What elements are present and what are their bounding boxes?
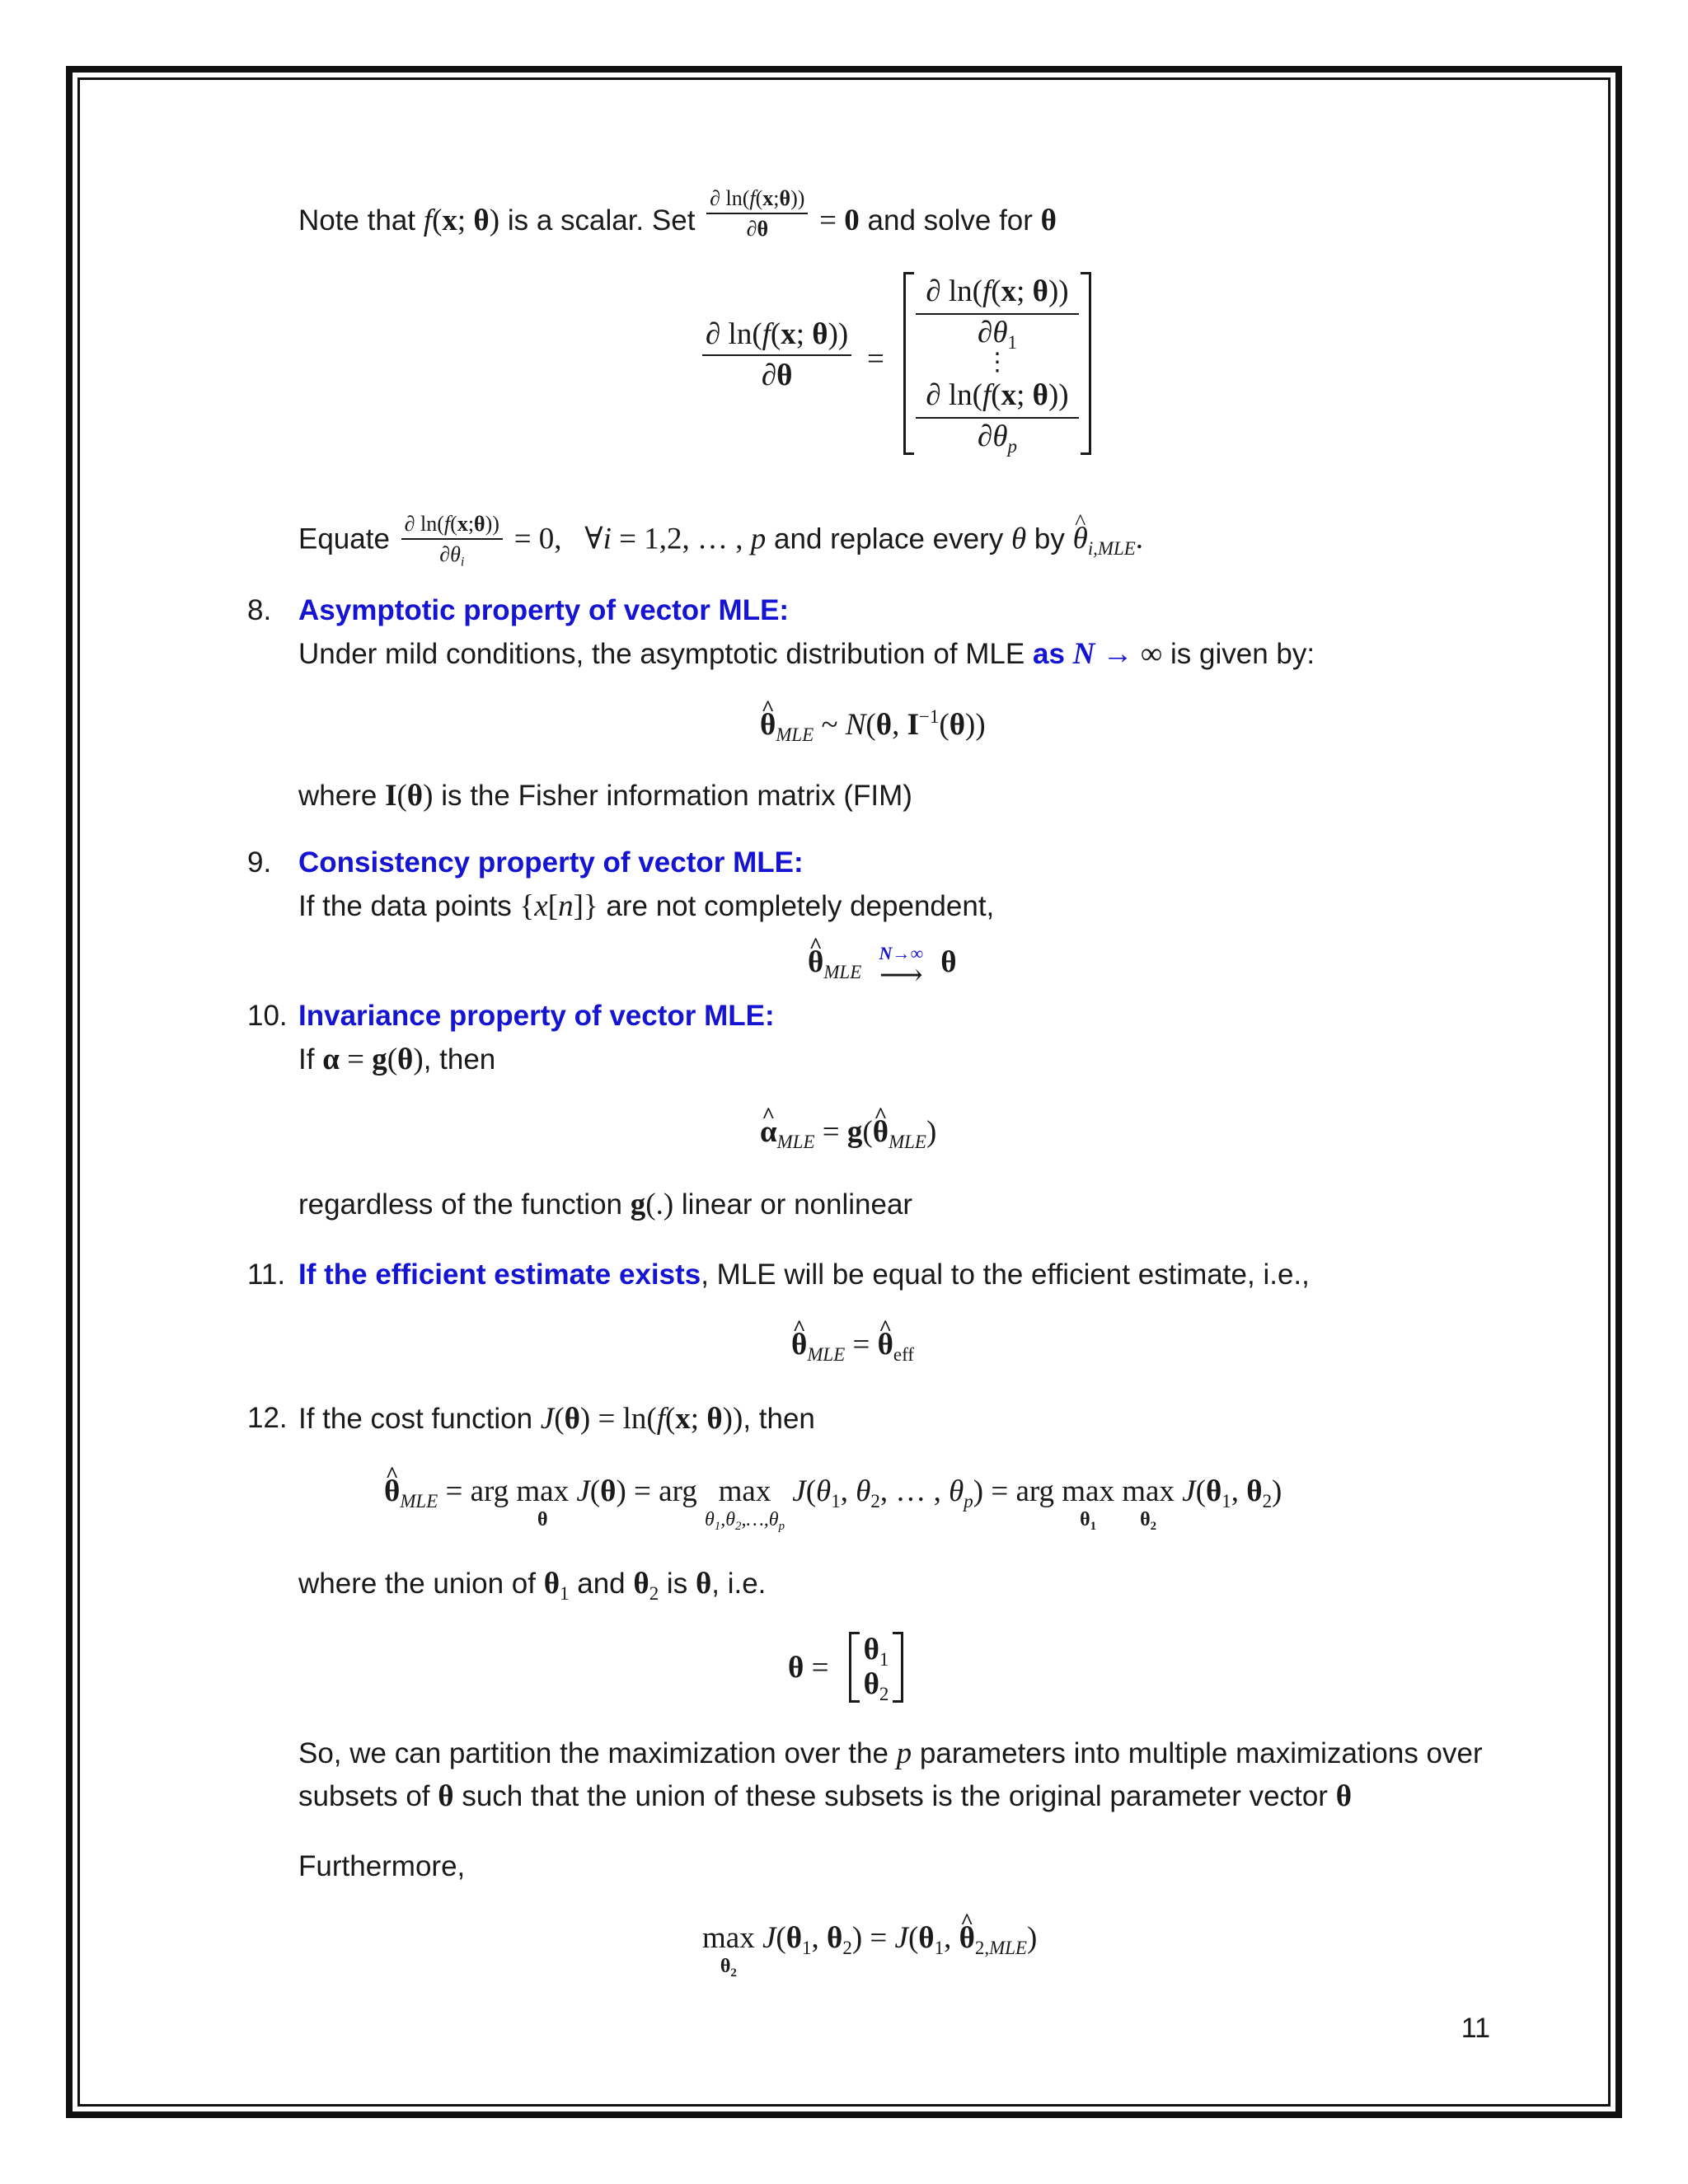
gradient-vector: ∂ ln(f(x; θ)) $\partial\theta_1$ ⋮ ∂ ln(f(x; θ)) $\partial\theta_p$ [903,272,1091,455]
item-number: 9. [247,846,272,879]
item-where: where the union of $\theta_1$ and $\theta_2$ is θ, i.e. [298,1567,767,1605]
item-body: If α = g(θ), then [298,1043,496,1076]
item-body: If the data points {x[n]} are not completely dependent, [298,889,995,923]
equation-max-partial: max $\theta_2$ $J(\theta_1$, $\theta_2) = J(\theta_1$, ^ $\theta_{2,MLE}$) [702,1920,1037,1980]
equation-asymptotic: ^ $\theta_{MLE}$ ~ N(θ, $I^{-1}(\theta)$) [760,705,986,746]
item-furthermore: Furthermore, [298,1850,466,1882]
equation-partition-lhs: θ = [788,1651,829,1685]
item-paragraph-line2: subsets of θ such that the union of these subsets is the original parameter vector θ [298,1779,1353,1813]
intro-equate-line: Equate $\frac{\partial \ln(f(x;\theta))}{\partial\theta_i}$ = 0, ∀i = 1,2, … , p and replace every θ by ^ $\theta_{i,MLE}$. [298,511,1143,570]
item-body: If the cost function J(θ) = ln(f(x; θ)), then [298,1402,815,1436]
item-body: If the efficient estimate exists, MLE will be equal to the efficient estimate, i.e., [298,1258,1310,1291]
item-number: 8. [247,594,272,626]
equation-invariance: ^ $\alpha_{MLE}$ = g(^ $\theta_{MLE}$) [760,1114,936,1154]
gradient-lhs: $\frac{\partial \ln(f(x; \theta))}{\partial\theta}$ [699,316,855,395]
equation-argmax: ^ $\theta_{MLE}$ = arg max θ J(θ) = arg max $\theta_1,\theta_2,\dots,\theta_p$ $J(\theta_1$, $\theta_2$, … , $\theta_p$) = arg max $\theta_1$ max $\theta_2$ $J(\theta_1$, $\theta_2$) [384,1474,1282,1533]
item-number: 12. [247,1402,288,1434]
item-title: Consistency property of vector MLE: [298,846,804,879]
item-where: where I(θ) is the Fisher information matrix (FIM) [298,779,912,813]
item-title: Asymptotic property of vector MLE: [298,594,790,626]
item-paragraph-line1: So, we can partition the maximization over the p parameters into multiple maximizations over [298,1736,1483,1770]
intro-note-line: Note that f(x; θ) is a scalar. Set $\frac{\partial \ln(f(x;\theta))}{\partial\theta}$ = 0 and solve for θ [298,185,1057,241]
item-number: 11. [247,1258,286,1291]
equation-efficient: ^ $\theta_{MLE}$ = ^ $\theta_{eff}$ [791,1327,914,1366]
item-body: Under mild conditions, the asymptotic distribution of MLE as N → ∞ is given by: [298,637,1315,671]
page-number: 11 [1461,2013,1490,2044]
item-title: Invariance property of vector MLE: [298,1000,775,1032]
partition-vector: $\theta_1$ $\theta_2$ [849,1632,903,1703]
item-number: 10. [247,1000,288,1032]
equals-sign: = [867,342,884,376]
equation-consistency: ^ $\theta_{MLE}$ N→∞ ⟶ θ [808,944,957,994]
item-footer: regardless of the function g(.) linear or nonlinear [298,1188,913,1221]
